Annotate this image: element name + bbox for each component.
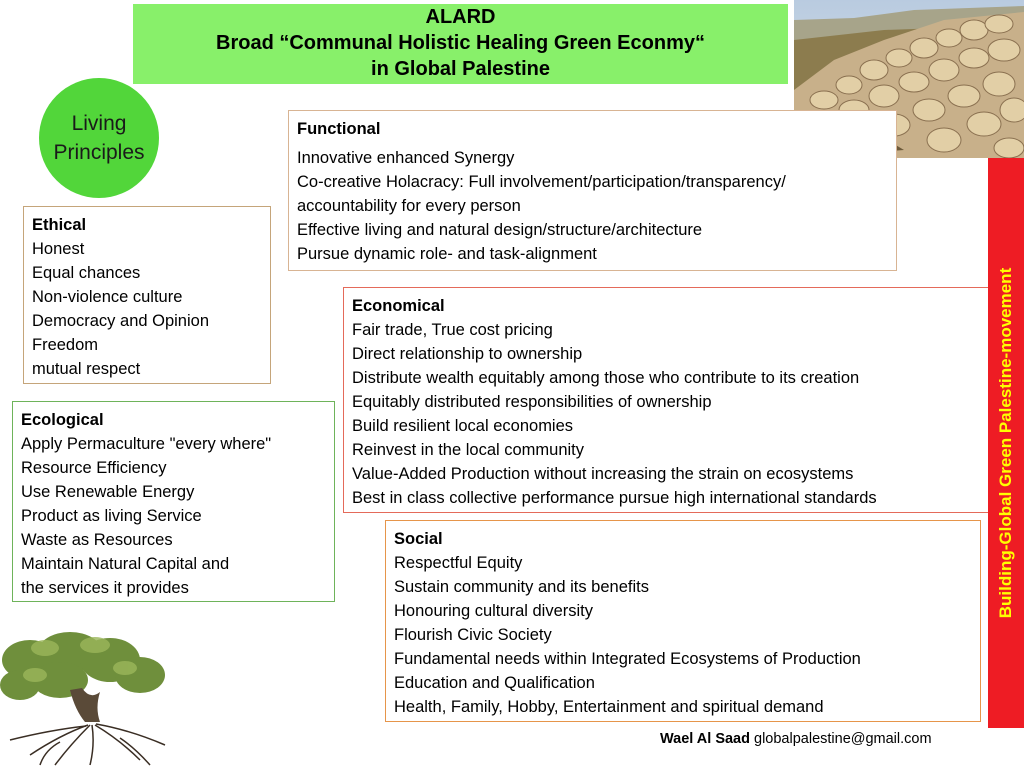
ethical-item: Honest xyxy=(32,240,85,258)
economical-item: Equitably distributed responsibilities of ownership xyxy=(352,393,712,411)
social-item: Fundamental needs within Integrated Ecosystems of Production xyxy=(394,650,861,668)
economical-item: Reinvest in the local community xyxy=(352,441,585,459)
ethical-item: Equal chances xyxy=(32,264,141,282)
functional-item: accountability for every person xyxy=(297,197,521,215)
functional-box xyxy=(288,110,897,271)
footer-credit xyxy=(660,731,932,747)
economical-item: Fair trade, True cost pricing xyxy=(352,321,553,339)
ecological-item: Resource Efficiency xyxy=(21,459,167,477)
social-item: Honouring cultural diversity xyxy=(394,602,594,620)
social-box xyxy=(385,520,981,722)
functional-item: Innovative enhanced Synergy xyxy=(297,149,515,167)
economical-box xyxy=(343,287,990,513)
economical-heading: Economical xyxy=(352,297,445,315)
ecological-item: Apply Permaculture "every where" xyxy=(21,435,272,453)
functional-item: Co-creative Holacracy: Full involvement/participation/transparency/ xyxy=(297,173,786,191)
economical-item: Value-Added Production without increasing the strain on ecosystems xyxy=(352,465,854,483)
economical-item: Direct relationship to ownership xyxy=(352,345,583,363)
social-item: Respectful Equity xyxy=(394,554,523,572)
functional-item: Effective living and natural design/structure/architecture xyxy=(297,221,703,239)
title-line-2: Broad “Communal Holistic Healing Green Econmy“ xyxy=(216,32,705,54)
economical-item: Build resilient local economies xyxy=(352,417,574,435)
living-principles-circle xyxy=(39,78,159,198)
ecological-item: the services it provides xyxy=(21,579,189,597)
ethical-item: Freedom xyxy=(32,336,99,354)
side-banner xyxy=(988,158,1024,728)
economical-item: Distribute wealth equitably among those who contribute to its creation xyxy=(352,369,860,387)
footer-author: Wael Al Saad xyxy=(660,731,750,747)
side-banner-text: Building-Global Green Palestine-movement xyxy=(996,267,1015,619)
ethical-item: Democracy and Opinion xyxy=(32,312,210,330)
title-banner xyxy=(133,4,788,84)
title-line-1: ALARD xyxy=(425,6,496,28)
ethical-item: mutual respect xyxy=(32,360,141,378)
ecological-item: Product as living Service xyxy=(21,507,202,525)
social-item: Health, Family, Hobby, Entertainment and spiritual demand xyxy=(394,698,824,716)
ecological-item: Use Renewable Energy xyxy=(21,483,195,501)
ecological-heading: Ecological xyxy=(21,411,104,429)
social-item: Sustain community and its benefits xyxy=(394,578,649,596)
olive-tree-illustration xyxy=(0,630,170,768)
economical-item: Best in class collective performance pursue high international standards xyxy=(352,489,877,507)
ethical-item: Non-violence culture xyxy=(32,288,183,306)
ethical-box xyxy=(23,206,271,384)
social-heading: Social xyxy=(394,530,443,548)
circle-line-2: Principles xyxy=(53,141,145,164)
social-item: Flourish Civic Society xyxy=(394,626,552,644)
social-item: Education and Qualification xyxy=(394,674,595,692)
ecological-item: Maintain Natural Capital and xyxy=(21,555,230,573)
functional-heading: Functional xyxy=(297,120,381,138)
ecological-box xyxy=(12,401,335,602)
functional-item: Pursue dynamic role- and task-alignment xyxy=(297,245,597,263)
ethical-heading: Ethical xyxy=(32,216,87,234)
footer-email: globalpalestine@gmail.com xyxy=(754,731,932,747)
circle-line-1: Living xyxy=(71,112,127,135)
ecological-item: Waste as Resources xyxy=(21,531,173,549)
title-line-3: in Global Palestine xyxy=(371,58,550,80)
